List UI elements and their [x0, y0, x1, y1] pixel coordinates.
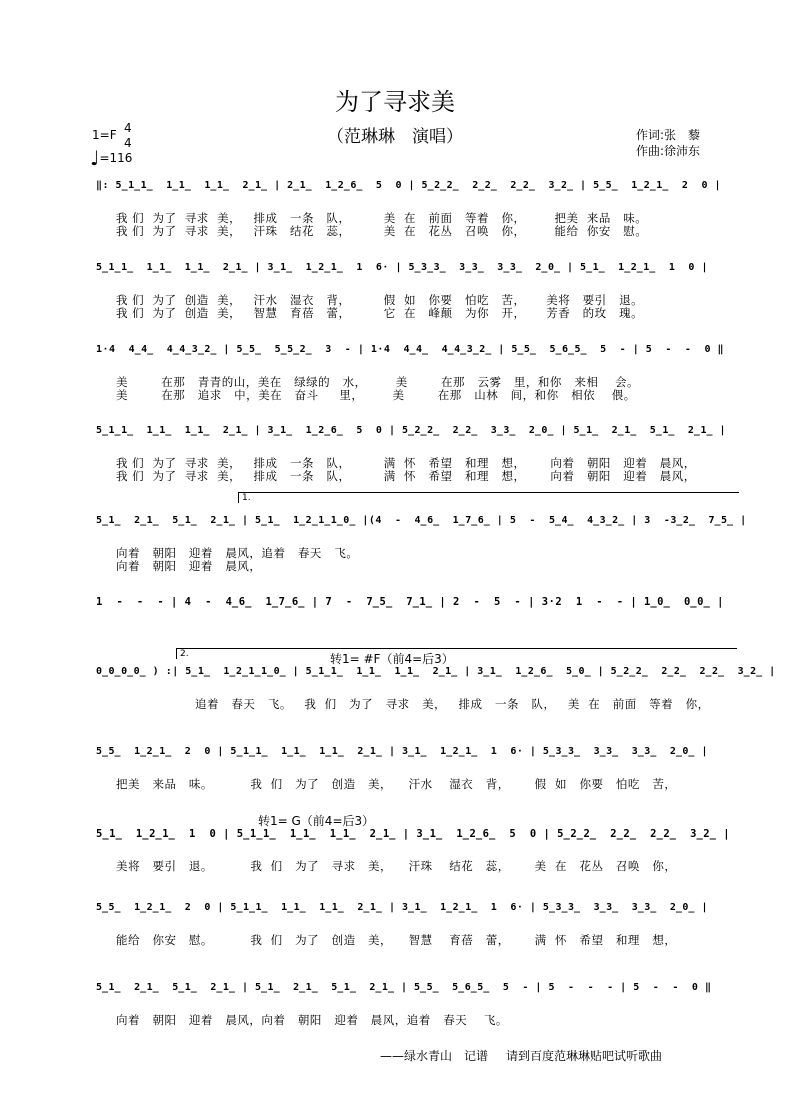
notation-line: 1·4 4̲4̲ 4̲4̲3̲2̲ | 5̲5̲ 5̲5̲2̲ 3 - | 1·4 4̲4̲ 4̲4̲3̲2̲ | 5̲5̲ 5̲6̲5̲ 5 - | 5 - - 0 ‖ — [96, 344, 725, 355]
lyric-line: 我 们 为了 寻求 美， 排成 一条 队， 满 怀 希望 和理 想， 向着 朝阳 迎着 晨风， — [116, 456, 696, 470]
staff-system-6 — [96, 596, 740, 630]
performer-subtitle: （范琳琳 演唱） — [327, 127, 463, 147]
lyric-line: 美 在那 青青的山，美在 绿绿的 水， 美 在那 云雾 里，和你 来相 会。 — [116, 375, 639, 389]
time-top: 4 — [124, 121, 132, 135]
staff-system-11 — [96, 982, 740, 1016]
song-title: 为了寻求美 — [335, 88, 455, 116]
composer: 作曲:徐沛东 — [636, 144, 701, 158]
staff-system-4 — [96, 425, 740, 459]
lyric-line: 向着 朝阳 迎着 晨风， — [116, 559, 262, 573]
lyric-line: 我 们 为了 创造 美， 汗水 湿衣 背， 假 如 你要 怕吃 苦， 美将 要引 退。 — [116, 293, 644, 307]
notation-line: 5̲1̲1̲ 1̲1̲ 1̲1̲ 2̲1̲ | 3̲1̲ 1̲2̲6̲ 5 0 | 5̲2̲2̲ 2̲2̲ 3̲3̲ 2̲0̲ | 5̲1̲ 2̲1̲ 5̲1̲ 2̲1̲ | — [96, 425, 727, 436]
lyric-line: 追着 春天 飞。 我 们 为了 寻求 美， 排成 一条 队， 美 在 前面 等着 你， — [116, 697, 710, 711]
lyric-line: 美 在那 追求 中，美在 奋斗 里， 美 在那 山林 间，和你 相依 偎。 — [116, 388, 636, 402]
notation-line: ‖: 5̲1̲1̲ 1̲1̲ 1̲1̲ 2̲1̲ | 2̲1̲ 1̲2̲6̲ 5 0 | 5̲2̲2̲ 2̲2̲ 2̲2̲ 3̲2̲ | 5̲5̲ 1̲2̲1̲ 2 0 | — [96, 180, 722, 191]
notation-line: 0̲0̲0̲0̲ ) :| 5̲1̲ 1̲2̲1̲1̲0̲ | 5̲1̲1̲ 1̲1̲ 1̲1̲ 2̲1̲ | 3̲1̲ 1̲2̲6̲ 5̲0̲ | 5̲2̲2̲ 2̲2̲ 2̲2̲ 3̲2̲ | — [96, 666, 776, 677]
notation-line: 5̲1̲ 1̲2̲1̲ 1 0 | 5̲1̲1̲ 1̲1̲ 1̲1̲ 2̲1̲ | 3̲1̲ 1̲2̲6̲ 5 0 | 5̲2̲2̲ 2̲2̲ 2̲2̲ 3̲2̲ | — [96, 828, 731, 840]
credits — [636, 127, 700, 159]
lyric-line: 美将 要引 退。 我 们 为了 寻求 美， 汗珠 结花 蕊， 美 在 花丛 召唤 你， — [116, 859, 677, 873]
notation-line: 5̲1̲ 2̲1̲ 5̲1̲ 2̲1̲ | 5̲1̲ 2̲1̲ 5̲1̲ 2̲1̲ | 5̲5̲ 5̲6̲5̲ 5 - | 5 - - - | 5 - - 0 ‖ — [96, 982, 712, 993]
lyric-line: 我 们 为了 寻求 美， 汗珠 结花 蕊， 美 在 花丛 召唤 你， 能给 你安 慰。 — [116, 224, 648, 238]
volta-1-label: 1. — [242, 493, 251, 503]
footer — [380, 1047, 680, 1064]
staff-system-10 — [96, 902, 740, 936]
key-signature: 1=F — [92, 128, 117, 142]
lyric-line: 我 们 为了 寻求 美， 排成 一条 队， 美 在 前面 等着 你， 把美 来品 味。 — [116, 211, 648, 225]
lyric-line: 向着 朝阳 迎着 晨风，追着 春天 飞。 — [116, 546, 359, 560]
staff-system-2 — [96, 262, 740, 296]
notation-line: 5̲1̲1̲ 1̲1̲ 1̲1̲ 2̲1̲ | 3̲1̲ 1̲2̲1̲ 1 6· | 5̲3̲3̲ 3̲3̲ 3̲3̲ 2̲0̲ | 5̲1̲ 1̲2̲1̲ 1 0 | — [96, 262, 708, 273]
volta-1 — [238, 492, 739, 503]
notation-line: 5̲1̲ 2̲1̲ 5̲1̲ 2̲1̲ | 5̲1̲ 1̲2̲1̲1̲0̲ |(4 - 4̲6̲ 1̲7̲6̲ | 5 - 5̲4̲ 4̲3̲2̲ | 3 -3̲2̲ 7̲5̲ | — [96, 515, 747, 526]
staff-system-3 — [96, 344, 740, 378]
lyricist: 作词:张 藜 — [636, 128, 701, 142]
notation-line: 5̲5̲ 1̲2̲1̲ 2 0 | 5̲1̲1̲ 1̲1̲ 1̲1̲ 2̲1̲ | 3̲1̲ 1̲2̲1̲ 1 6· | 5̲3̲3̲ 3̲3̲ 3̲3̲ 2̲0̲ | — [96, 746, 708, 757]
notation-line: 5̲5̲ 1̲2̲1̲ 2 0 | 5̲1̲1̲ 1̲1̲ 1̲1̲ 2̲1̲ | 3̲1̲ 1̲2̲1̲ 1 6· | 5̲3̲3̲ 3̲3̲ 3̲3̲ 2̲0̲ | — [96, 902, 708, 913]
time-bottom: 4 — [124, 136, 132, 150]
tempo-marking — [90, 146, 132, 170]
modulation-mark-1: 转1= #F（前4=后3） — [330, 652, 454, 666]
staff-system-7 — [96, 666, 776, 700]
volta-2 — [176, 648, 737, 659]
staff-system-1 — [96, 180, 740, 214]
volta-2-label: 2. — [180, 649, 189, 659]
lyric-line: 我 们 为了 创造 美， 智慧 育蓓 蕾， 它 在 峰颠 为你 开， 芳香 的玫 瑰。 — [116, 306, 644, 320]
transcriber-credit: ——绿水青山 记谱 — [380, 1049, 489, 1063]
lyric-line: 向着 朝阳 迎着 晨风，向着 朝阳 迎着 晨风，追着 春天 飞。 — [116, 1013, 508, 1027]
staff-system-5 — [96, 515, 747, 549]
staff-system-8 — [96, 746, 740, 780]
modulation-mark-2: 转1= G（前4=后3） — [258, 814, 375, 828]
quarter-note-icon: ♩ — [90, 146, 100, 170]
listen-note: 请到百度范琳琳贴吧试听歌曲 — [506, 1049, 663, 1063]
lyric-line: 我 们 为了 寻求 美， 排成 一条 队， 满 怀 希望 和理 想， 向着 朝阳 迎着 晨风， — [116, 469, 696, 483]
lyric-line: 把美 来品 味。 我 们 为了 创造 美， 汗水 湿衣 背， 假 如 你要 怕吃 苦， — [116, 777, 677, 791]
staff-system-9 — [96, 828, 740, 862]
tempo-value: =116 — [99, 151, 133, 165]
notation-line: 1 - - - | 4 - 4̲6̲ 1̲7̲6̲ | 7 - 7̲5̲ 7̲1̲ | 2 - 5 - | 3·2 1 - - | 1̲0̲ 0̲0̲ | — [96, 596, 724, 608]
lyric-line: 能给 你安 慰。 我 们 为了 创造 美， 智慧 育蓓 蕾， 满 怀 希望 和理 想， — [116, 933, 677, 947]
